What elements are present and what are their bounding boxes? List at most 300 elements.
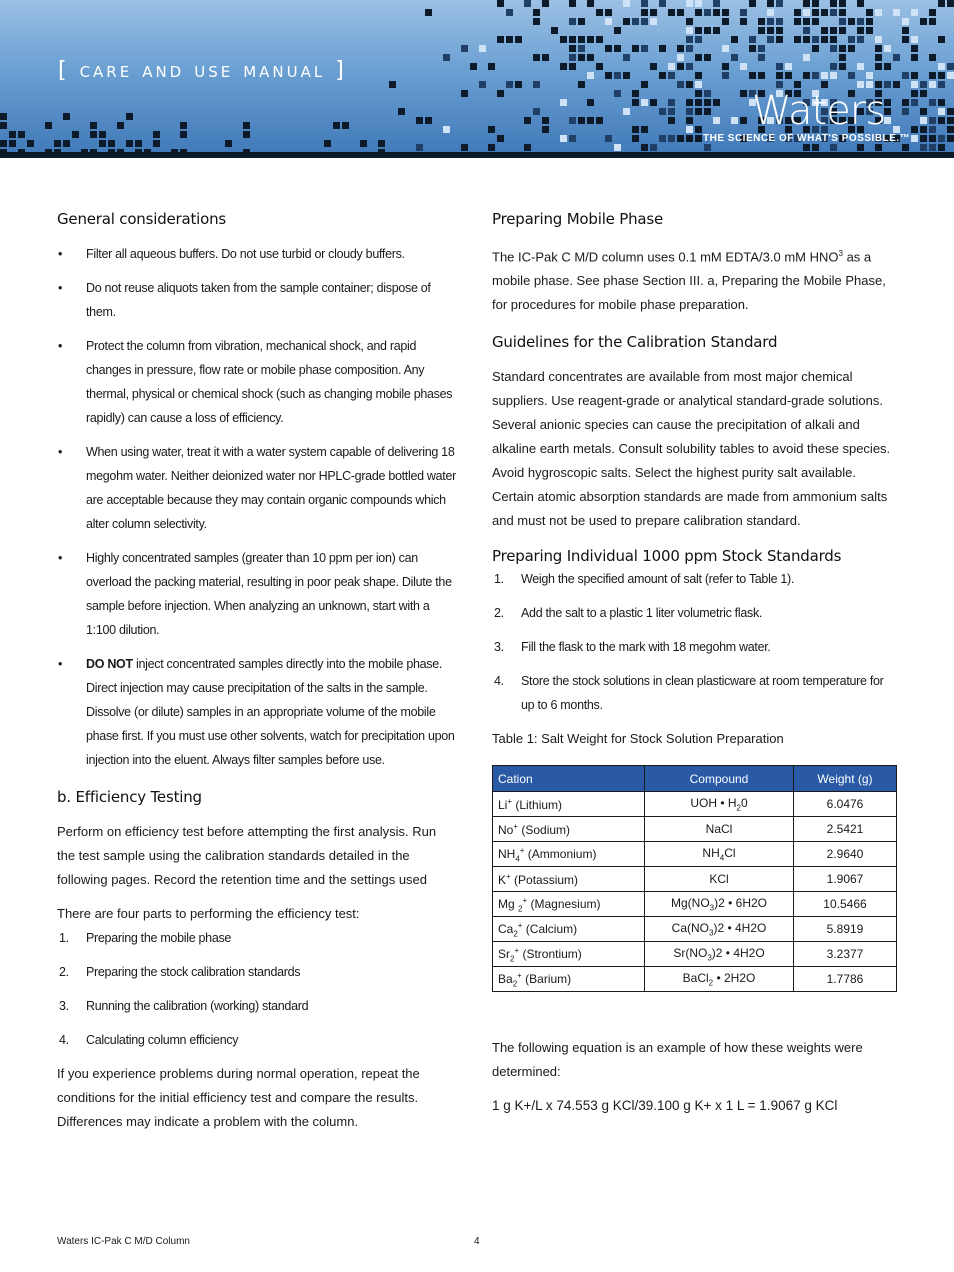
pixel-square xyxy=(695,0,702,7)
pixel-square xyxy=(497,135,504,142)
pixel-square xyxy=(731,36,738,43)
column-header: Cation xyxy=(493,766,645,792)
pixel-square xyxy=(506,36,513,43)
pixel-square xyxy=(911,135,918,142)
pixel-square xyxy=(9,131,16,138)
parts-intro: There are four parts to performing the efficiency test: xyxy=(57,906,360,921)
pixel-square xyxy=(830,36,837,43)
pixel-square xyxy=(875,54,882,61)
pixel-square xyxy=(0,140,7,147)
pixel-square xyxy=(740,117,747,124)
pixel-square xyxy=(947,135,954,142)
pixel-square xyxy=(578,54,585,61)
pixel-square xyxy=(947,63,954,70)
pixel-square xyxy=(884,45,891,52)
pixel-square xyxy=(641,18,648,25)
table-caption: Table 1: Salt Weight for Stock Solution Preparation xyxy=(492,731,784,747)
pixel-square xyxy=(866,18,873,25)
pixel-square xyxy=(686,0,693,7)
pixel-square xyxy=(884,81,891,88)
pixel-square xyxy=(180,122,187,129)
pixel-square xyxy=(830,27,837,34)
compound-cell: $Ca(NO_3)2$ • 4H2O xyxy=(645,917,794,942)
pixel-square xyxy=(416,117,423,124)
pixel-square xyxy=(902,99,909,106)
pixel-square xyxy=(243,131,250,138)
pixel-square xyxy=(686,126,693,133)
pixel-square xyxy=(830,0,837,7)
pixel-square xyxy=(803,144,810,151)
pixel-square xyxy=(587,72,594,79)
pixel-square xyxy=(911,45,918,52)
pixel-square xyxy=(578,81,585,88)
waters-logo: Waters xyxy=(752,88,886,134)
pixel-square xyxy=(857,144,864,151)
list-item: 2. Preparing the stock calibration standards xyxy=(59,965,301,979)
pixel-square xyxy=(578,45,585,52)
page-header-banner xyxy=(0,0,954,158)
list-item: 1. Preparing the mobile phase xyxy=(59,931,232,945)
compound-cell: $Sr(NO_3)2$ • 4H2O xyxy=(645,942,794,967)
list-item: 3. Fill the flask to the mark with 18 megohm water. xyxy=(494,640,771,655)
pixel-square xyxy=(722,72,729,79)
bullet-icon: • xyxy=(58,247,63,261)
pixel-square xyxy=(54,140,61,147)
pixel-square xyxy=(641,99,648,106)
pixel-square xyxy=(713,9,720,16)
pixel-square xyxy=(695,54,702,61)
pixel-square xyxy=(839,27,846,34)
pixel-square xyxy=(9,140,16,147)
pixel-square xyxy=(479,45,486,52)
manual-title: [ care and use manual ] xyxy=(58,58,347,83)
pixel-square xyxy=(533,108,540,115)
pixel-square xyxy=(902,72,909,79)
pixel-square xyxy=(542,117,549,124)
pixel-square xyxy=(578,36,585,43)
list-item: 2. Add the salt to a plastic 1 liter volumetric flask. xyxy=(494,606,763,621)
bullet-icon: • xyxy=(58,339,63,353)
pixel-square xyxy=(875,81,882,88)
pixel-square xyxy=(668,108,675,115)
table-row xyxy=(493,967,897,992)
pixel-square xyxy=(632,99,639,106)
pixel-square xyxy=(929,9,936,16)
pixel-square xyxy=(506,81,513,88)
pixel-square xyxy=(803,54,810,61)
pixel-square xyxy=(938,108,945,115)
header-dark-band xyxy=(0,152,954,158)
pixel-square xyxy=(938,81,945,88)
pixel-square xyxy=(695,36,702,43)
pixel-square xyxy=(378,140,385,147)
list-item: • Protect the column from vibration, mechanical shock, and rapid changes in pressure, flow rate or mobile phase composition. Any thermal, physical or chemical shock (such as changing mobile phases rapidly) can cause a loss of efficiency. xyxy=(57,334,457,430)
pixel-square xyxy=(342,122,349,129)
pixel-square xyxy=(488,144,495,151)
pixel-square xyxy=(587,0,594,7)
pixel-square xyxy=(587,54,594,61)
pixel-square xyxy=(650,144,657,151)
pixel-square xyxy=(821,72,828,79)
equation-intro: The following equation is an example of how these weights were determined: xyxy=(492,1040,863,1080)
pixel-square xyxy=(830,9,837,16)
pixel-square xyxy=(776,81,783,88)
pixel-square xyxy=(632,18,639,25)
efficiency-parts-list xyxy=(57,926,457,1052)
table-row xyxy=(493,792,897,817)
pixel-square xyxy=(857,27,864,34)
pixel-square xyxy=(758,45,765,52)
list-item: • Do not reuse aliquots taken from the sample container; dispose of them. xyxy=(57,276,457,324)
pixel-square xyxy=(776,36,783,43)
pixel-square xyxy=(686,99,693,106)
pixel-square xyxy=(641,9,648,16)
pixel-square xyxy=(947,108,954,115)
pixel-square xyxy=(659,72,666,79)
pixel-square xyxy=(893,81,900,88)
pixel-square xyxy=(938,72,945,79)
cation-cell: $Sr_2^+$ (Strontium) xyxy=(493,942,645,967)
general-considerations-heading: General considerations xyxy=(57,210,227,228)
cation-cell: K+ (Potassium) xyxy=(493,867,645,892)
pixel-square xyxy=(758,18,765,25)
pixel-square xyxy=(929,72,936,79)
weight-cell: 1.9067 xyxy=(794,867,897,892)
pixel-square xyxy=(767,36,774,43)
pixel-square xyxy=(560,36,567,43)
pixel-square xyxy=(695,135,702,142)
pixel-square xyxy=(812,0,819,7)
pixel-square xyxy=(389,81,396,88)
pixel-square xyxy=(839,0,846,7)
pixel-square xyxy=(45,122,52,129)
pixel-square xyxy=(803,18,810,25)
weight-cell: 10.5466 xyxy=(794,892,897,917)
tagline: THE SCIENCE OF WHAT'S POSSIBLE.™ xyxy=(703,133,911,144)
equation: 1 g K+/L x 74.553 g KCl/39.100 g K+ x 1 L = 1.9067 g KCl xyxy=(492,1098,838,1114)
pixel-square xyxy=(605,18,612,25)
pixel-square xyxy=(650,63,657,70)
pixel-square xyxy=(605,45,612,52)
pixel-square xyxy=(578,18,585,25)
pixel-square xyxy=(596,117,603,124)
pixel-square xyxy=(560,135,567,142)
pixel-square xyxy=(569,54,576,61)
pixel-square xyxy=(677,9,684,16)
table-row xyxy=(493,817,897,842)
pixel-square xyxy=(135,140,142,147)
pixel-square xyxy=(497,36,504,43)
pixel-square xyxy=(713,117,720,124)
pixel-square xyxy=(686,18,693,25)
pixel-square xyxy=(515,36,522,43)
pixel-square xyxy=(524,144,531,151)
pixel-square xyxy=(533,18,540,25)
pixel-square xyxy=(749,72,756,79)
pixel-square xyxy=(839,18,846,25)
pixel-square xyxy=(497,90,504,97)
pixel-square xyxy=(515,81,522,88)
pixel-square xyxy=(776,27,783,34)
pixel-square xyxy=(569,117,576,124)
pixel-square xyxy=(776,18,783,25)
pixel-square xyxy=(911,126,918,133)
pixel-square xyxy=(929,18,936,25)
pixel-square xyxy=(740,90,747,97)
pixel-square xyxy=(830,72,837,79)
table-body xyxy=(493,792,897,992)
pixel-square xyxy=(938,99,945,106)
pixel-square xyxy=(488,63,495,70)
weight-cell: 5.8919 xyxy=(794,917,897,942)
pixel-square xyxy=(920,144,927,151)
pixel-square xyxy=(668,99,675,106)
pixel-square xyxy=(776,63,783,70)
pixel-square xyxy=(929,144,936,151)
pixel-square xyxy=(0,122,7,129)
pixel-square xyxy=(821,81,828,88)
bullet-icon: • xyxy=(58,281,63,295)
pixel-square xyxy=(153,131,160,138)
pixel-square xyxy=(659,45,666,52)
pixel-square xyxy=(470,63,477,70)
pixel-square xyxy=(713,99,720,106)
pixel-square xyxy=(614,90,621,97)
pixel-square xyxy=(911,99,918,106)
pixel-square xyxy=(506,9,513,16)
pixel-square xyxy=(461,144,468,151)
pixel-square xyxy=(830,144,837,151)
pixel-square xyxy=(542,54,549,61)
mobile-phase-heading: Preparing Mobile Phase xyxy=(492,210,664,228)
pixel-square xyxy=(560,63,567,70)
pixel-square xyxy=(153,140,160,147)
pixel-square xyxy=(704,9,711,16)
pixel-square xyxy=(569,135,576,142)
calibration-heading: Guidelines for the Calibration Standard xyxy=(492,333,778,352)
pixel-square xyxy=(596,9,603,16)
pixel-square xyxy=(812,9,819,16)
pixel-square xyxy=(704,99,711,106)
pixel-square xyxy=(99,140,106,147)
pixel-square xyxy=(632,45,639,52)
pixel-square xyxy=(632,135,639,142)
table-header-row xyxy=(493,766,897,792)
pixel-square xyxy=(18,131,25,138)
pixel-square xyxy=(749,36,756,43)
pixel-square xyxy=(839,9,846,16)
pixel-square xyxy=(938,135,945,142)
pixel-square xyxy=(857,36,864,43)
compound-cell: UOH • $H_20$ xyxy=(645,792,794,817)
pixel-square xyxy=(632,90,639,97)
pixel-square xyxy=(731,117,738,124)
pixel-square xyxy=(416,144,423,151)
pixel-square xyxy=(126,140,133,147)
pixel-square xyxy=(587,36,594,43)
pixel-square xyxy=(641,126,648,133)
pixel-square xyxy=(929,126,936,133)
pixel-square xyxy=(677,63,684,70)
pixel-square xyxy=(641,0,648,7)
pixel-square xyxy=(875,36,882,43)
pixel-square xyxy=(920,117,927,124)
pixel-square xyxy=(911,36,918,43)
pixel-square xyxy=(929,54,936,61)
pixel-square xyxy=(848,45,855,52)
pixel-square xyxy=(650,99,657,106)
pixel-square xyxy=(686,81,693,88)
pixel-square xyxy=(632,126,639,133)
pixel-square xyxy=(668,72,675,79)
pixel-square xyxy=(695,9,702,16)
pixel-square xyxy=(875,63,882,70)
pixel-square xyxy=(794,81,801,88)
pixel-square xyxy=(893,9,900,16)
list-item: 1. Weigh the specified amount of salt (refer to Table 1). xyxy=(494,572,795,587)
compound-cell: $Mg(NO_3)2$ • 6H2O xyxy=(645,892,794,917)
pixel-square xyxy=(821,36,828,43)
pixel-square xyxy=(947,72,954,79)
pixel-square xyxy=(920,18,927,25)
pixel-square xyxy=(830,45,837,52)
pixel-square xyxy=(695,72,702,79)
pixel-square xyxy=(605,72,612,79)
pixel-square xyxy=(803,27,810,34)
pixel-square xyxy=(848,72,855,79)
cation-cell: $NH_4^+$ (Ammonium) xyxy=(493,842,645,867)
pixel-square xyxy=(63,113,70,120)
pixel-square xyxy=(929,135,936,142)
pixel-square xyxy=(920,108,927,115)
cation-cell: Li+ (Lithium) xyxy=(493,792,645,817)
bullet-icon: • xyxy=(58,445,63,459)
pixel-square xyxy=(839,45,846,52)
pixel-square xyxy=(839,54,846,61)
pixel-square xyxy=(614,72,621,79)
pixel-square xyxy=(524,0,531,7)
pixel-square xyxy=(108,140,115,147)
pixel-square xyxy=(117,122,124,129)
pixel-square xyxy=(758,72,765,79)
column-header: Weight (g) xyxy=(794,766,897,792)
pixel-square xyxy=(731,54,738,61)
pixel-square xyxy=(677,54,684,61)
pixel-square xyxy=(650,18,657,25)
pixel-square xyxy=(677,45,684,52)
pixel-square xyxy=(533,54,540,61)
pixel-square xyxy=(90,122,97,129)
pixel-square xyxy=(686,36,693,43)
pixel-square xyxy=(605,135,612,142)
table-row xyxy=(493,867,897,892)
pixel-square xyxy=(425,117,432,124)
pixel-square xyxy=(857,63,864,70)
pixel-square xyxy=(857,81,864,88)
list-item: • DO NOT inject concentrated samples directly into the mobile phase. Direct injection may cause precipitation of the salts in the sample. Dissolve (or dilute) samples in an appropriate volume of the mobile phase first. If you must use other solvents, watch for precipitation upon injection into the eluent. Always filter samples before use. xyxy=(57,652,457,772)
pixel-square xyxy=(686,117,693,124)
list-item: • Filter all aqueous buffers. Do not use turbid or cloudy buffers. xyxy=(57,242,457,266)
pixel-square xyxy=(947,117,954,124)
pixel-square xyxy=(668,9,675,16)
pixel-square xyxy=(569,45,576,52)
pixel-square xyxy=(596,63,603,70)
pixel-square xyxy=(623,54,630,61)
pixel-square xyxy=(180,131,187,138)
pixel-square xyxy=(920,126,927,133)
pixel-square xyxy=(794,36,801,43)
pixel-square xyxy=(866,72,873,79)
pixel-square xyxy=(704,144,711,151)
pixel-square xyxy=(623,18,630,25)
pixel-square xyxy=(695,27,702,34)
pixel-square xyxy=(938,36,945,43)
compound-cell: BaCl$_2$ • 2H2O xyxy=(645,967,794,992)
pixel-square xyxy=(749,0,756,7)
pixel-square xyxy=(911,54,918,61)
pixel-square xyxy=(803,9,810,16)
pixel-square xyxy=(641,81,648,88)
pixel-square xyxy=(857,18,864,25)
pixel-square xyxy=(551,27,558,34)
pixel-square xyxy=(659,0,666,7)
pixel-square xyxy=(578,117,585,124)
pixel-square xyxy=(0,113,7,120)
pixel-square xyxy=(623,72,630,79)
pixel-square xyxy=(785,63,792,70)
pixel-square xyxy=(126,113,133,120)
pixel-square xyxy=(695,90,702,97)
pixel-square xyxy=(893,126,900,133)
pixel-square xyxy=(569,0,576,7)
pixel-square xyxy=(929,99,936,106)
pixel-square xyxy=(569,63,576,70)
pixel-square xyxy=(902,36,909,43)
pixel-square xyxy=(72,131,79,138)
pixel-square xyxy=(533,9,540,16)
pixel-square xyxy=(938,0,945,7)
efficiency-testing-heading: b. Efficiency Testing xyxy=(57,788,202,806)
pixel-square xyxy=(947,0,954,7)
pixel-square xyxy=(63,140,70,147)
general-considerations-list xyxy=(57,242,457,772)
pixel-square xyxy=(542,0,549,7)
pixel-square xyxy=(866,27,873,34)
pixel-square xyxy=(623,108,630,115)
weight-cell: 3.2377 xyxy=(794,942,897,967)
left-column xyxy=(57,210,457,1144)
pixel-square xyxy=(884,63,891,70)
pixel-square xyxy=(704,90,711,97)
problems-paragraph: If you experience problems during normal operation, repeat the conditions for the initial efficiency test and compare the results. Differences may indicate a problem with the column. xyxy=(57,1066,420,1129)
pixel-square xyxy=(911,72,918,79)
pixel-square xyxy=(722,45,729,52)
compound-cell: NaCl xyxy=(645,817,794,842)
pixel-square xyxy=(686,27,693,34)
pixel-square xyxy=(875,45,882,52)
pixel-square xyxy=(938,117,945,124)
compound-cell: KCl xyxy=(645,867,794,892)
pixel-square xyxy=(641,144,648,151)
pixel-square xyxy=(461,90,468,97)
list-item: • When using water, treat it with a water system capable of delivering 18 megohm water. Neither deionized water nor HPLC-grade bottled water are acceptable because they may contain organic compounds which alter column selectivity. xyxy=(57,440,457,536)
pixel-square xyxy=(333,122,340,129)
pixel-square xyxy=(776,72,783,79)
pixel-square xyxy=(920,90,927,97)
pixel-square xyxy=(614,45,621,52)
pixel-square xyxy=(695,99,702,106)
pixel-square xyxy=(938,144,945,151)
